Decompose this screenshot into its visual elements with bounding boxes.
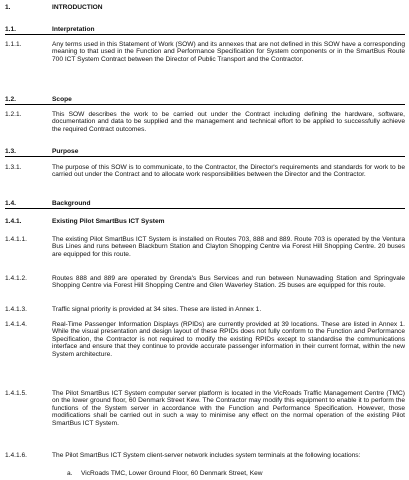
section-title: Scope bbox=[52, 96, 72, 103]
paragraph-number: 1.4.1.3. bbox=[5, 306, 27, 313]
list-item-text: VicRoads TMC, Lower Ground Floor, 60 Denmark Street, Kew bbox=[81, 470, 263, 477]
paragraph-text: The Pilot SmartBus ICT System client-server network includes system terminals at the following locations: bbox=[52, 452, 361, 459]
paragraph-text: Traffic signal priority is provided at 34 sites. These are listed in Annex 1. bbox=[52, 306, 262, 313]
paragraph-text: Any terms used in this Statement of Work (SOW) and its annexes that are not defined in this SOW have a corresponding meaning to that used in the Function and Performance Specification for System components or in the SmartBus Route 700 ICT System Contract between the Director of Public Transport and the Contractor. bbox=[52, 41, 405, 63]
paragraph-number: 1.1.1. bbox=[5, 41, 22, 48]
section-title: Existing Pilot SmartBus ICT System bbox=[52, 218, 165, 225]
paragraph-text: The purpose of this SOW is to communicate, to the Contractor, the Director's requirements and standards for work to be carried out under the Contract and to allocate work responsibilities between the Director and the Contractor. bbox=[52, 164, 405, 179]
section-number: 1.4.1. bbox=[5, 218, 22, 225]
paragraph-number: 1.4.1.5. bbox=[5, 390, 27, 397]
section-title: Purpose bbox=[52, 148, 79, 155]
section-title: INTRODUCTION bbox=[52, 4, 103, 11]
paragraph-number: 1.4.1.1. bbox=[5, 236, 27, 243]
section-number: 1.1. bbox=[5, 26, 16, 33]
paragraph-number: 1.4.1.4. bbox=[5, 321, 27, 328]
paragraph-number: 1.2.1. bbox=[5, 111, 22, 118]
section-1-2-heading bbox=[5, 96, 405, 105]
section-number: 1.3. bbox=[5, 148, 16, 155]
section-number: 1. bbox=[5, 4, 11, 11]
section-title: Background bbox=[52, 200, 91, 207]
section-1-1-heading bbox=[5, 26, 405, 35]
section-number: 1.2. bbox=[5, 96, 16, 103]
list-letter: a. bbox=[67, 470, 73, 477]
section-number: 1.4. bbox=[5, 200, 16, 207]
section-title: Interpretation bbox=[52, 26, 95, 33]
section-1-4-heading bbox=[5, 200, 405, 209]
paragraph-number: 1.4.1.6. bbox=[5, 452, 27, 459]
paragraph-text: Real-Time Passenger Information Displays (RPIDs) are currently provided at 39 locations. These are listed in Annex 1. While the visual presentation and design layout of these RPIDs does not fully conform to the Function and Performance Specification, the Contractor is not required to modify the existing RPIDs except to standardise the communications interface and ensure that they continue to provide accurate passenger information in their current format, within the new System architecture. bbox=[52, 321, 405, 358]
paragraph-number: 1.4.1.2. bbox=[5, 275, 27, 282]
paragraph-number: 1.3.1. bbox=[5, 164, 22, 171]
paragraph-text: The existing Pilot SmartBus ICT System is installed on Routes 703, 888 and 889. Route 703 is operated by the Ventura Bus Lines and runs between Blackburn Station and Clayton Shopping Centre via Forest Hill Shopping Centre. 20 buses are equipped for this route. bbox=[52, 236, 405, 258]
paragraph-text: This SOW describes the work to be carried out under the Contract including defining the hardware, software, documentation and data to be supplied and the management and technical effort to be applied to successfully achieve the required Contract outcomes. bbox=[52, 111, 405, 133]
paragraph-text: The Pilot SmartBus ICT System computer server platform is located in the VicRoads Traffic Management Centre (TMC) on the lower ground floor, 60 Denmark Street Kew. The Contractor may modify this equipment to enable it to perform the functions of the System server in accordance with the Function and Performance Specification. However, those modifications shall be carried out in such a way to minimise any effect on the normal operation of the existing Pilot SmartBus ICT System. bbox=[52, 390, 405, 427]
section-1-3-heading bbox=[5, 148, 405, 157]
paragraph-text: Routes 888 and 889 are operated by Grenda's Bus Services and run between Nunawading Station and Springvale Shopping Centre via Forest Hill Shopping Centre and Glen Waverley Station. 25 buses are equipped for this route. bbox=[52, 275, 405, 290]
